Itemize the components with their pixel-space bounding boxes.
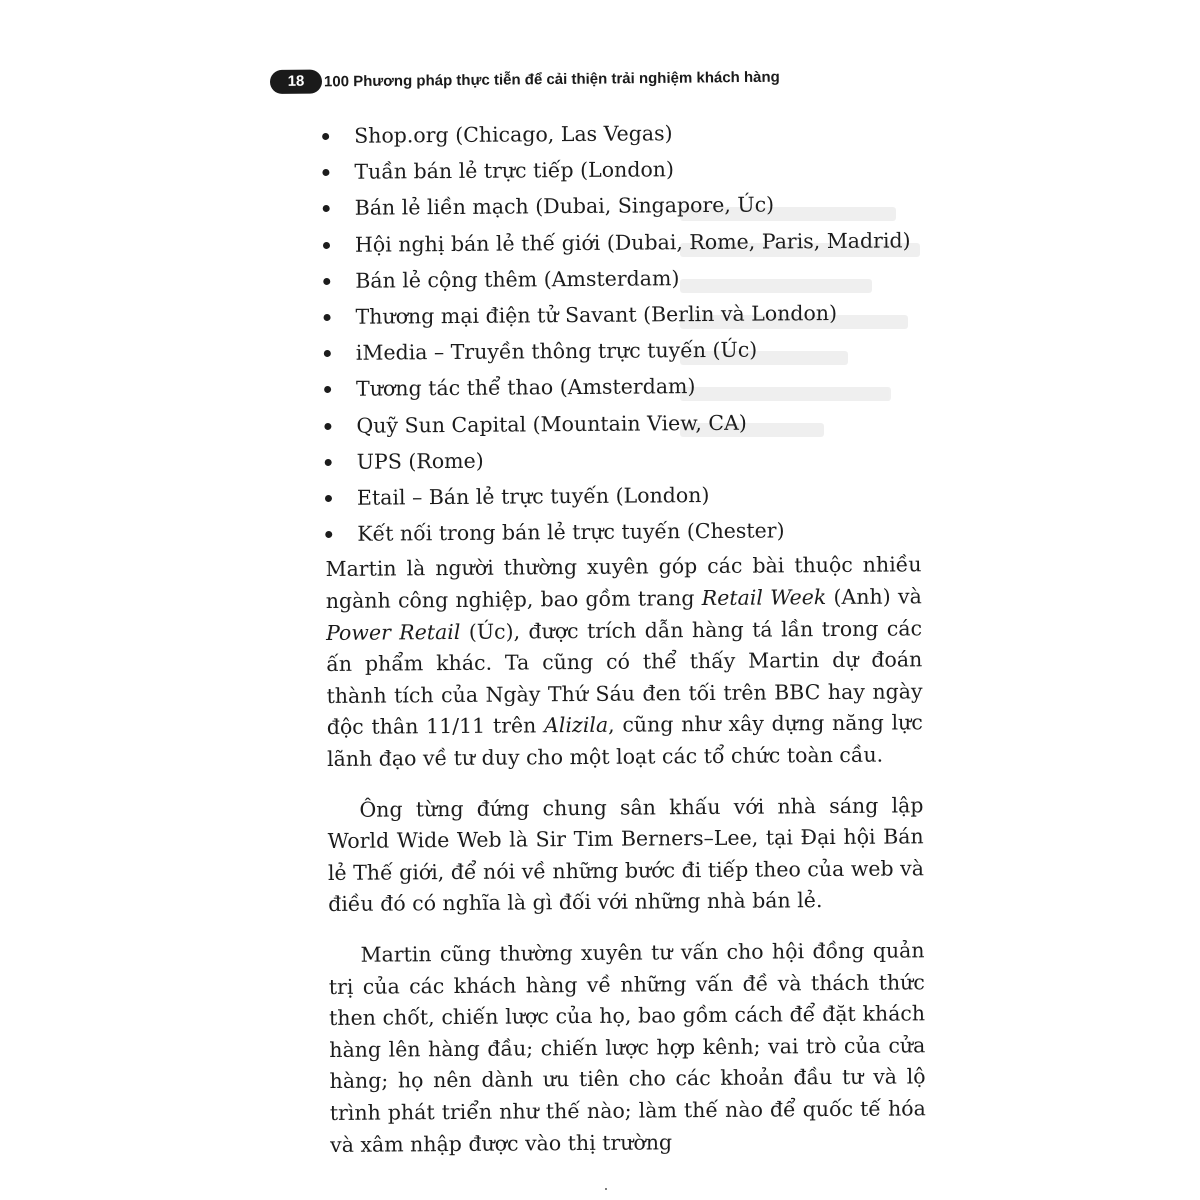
list-item-text: Thương mại điện tử Savant (Berlin và London) xyxy=(355,300,838,329)
bullet-icon xyxy=(325,531,332,538)
list-item-text: Tương tác thể thao (Amsterdam) xyxy=(356,374,696,402)
bullet-icon xyxy=(325,495,332,502)
event-list xyxy=(322,113,921,552)
running-header xyxy=(270,62,790,97)
list-item-text: Hội nghị bán lẻ thế giới (Dubai, Rome, Paris, Madrid) xyxy=(354,227,911,257)
list-item-text: Bán lẻ cộng thêm (Amsterdam) xyxy=(355,266,680,293)
bullet-icon xyxy=(323,205,330,212)
list-item xyxy=(322,113,918,154)
list-item xyxy=(325,439,921,480)
text-run: (Úc), được trích dẫn hàng tá lần trong các ấn phẩm khác. Ta cũng có thể thấy Martin dự đoán thành tích của Ngày Thứ Sáu đen tối trên BBC hay ngày độc thân 11/11 trên xyxy=(326,615,923,740)
page-number-badge: 18 xyxy=(270,69,322,94)
list-item xyxy=(324,331,920,372)
bullet-icon xyxy=(322,133,329,140)
paragraph-publications xyxy=(325,550,923,776)
list-item xyxy=(323,222,919,263)
paragraph-board-advisory: Martin cũng thường xuyên tư vấn cho hội đồng quản trị của các khách hàng về những vấn đề và thách thức then chốt, chiến lược của họ, bao gồm cách để đặt khách hàng lên hàng đầu; chiến lược hợp kênh; vai trò của cửa hàng; họ nên dành ưu tiên cho các khoản đầu tư và lộ trình phát triển như thế nào; làm thế nào để quốc tế hóa và xâm nhập được vào thị trường xyxy=(328,938,926,1157)
text-run: , cũng như xây dựng năng lực lãnh đạo về tư duy cho một loạt các tổ chức toàn cầu. xyxy=(326,710,923,771)
list-item-text: Shop.org (Chicago, Las Vegas) xyxy=(354,121,673,148)
list-item xyxy=(324,403,920,444)
text-run: (Anh) và xyxy=(826,584,922,610)
list-item xyxy=(323,294,919,335)
list-item-text: iMedia – Truyền thông trực tuyến (Úc) xyxy=(355,337,758,365)
paragraph-world-wide-web: Ông từng đứng chung sân khấu với nhà sáng lập World Wide Web là Sir Tim Berners–Lee, tại Đại hội Bán lẻ Thế giới, để nói về những bước đi tiếp theo của web và điều đó có nghĩa là gì đối với những nhà bán lẻ. xyxy=(327,792,925,917)
bullet-icon xyxy=(322,169,329,176)
list-item-text: Etail – Bán lẻ trực tuyến (London) xyxy=(356,483,710,510)
list-item-text: UPS (Rome) xyxy=(356,448,484,474)
list-item-text: Quỹ Sun Capital (Mountain View, CA) xyxy=(356,410,747,438)
list-item xyxy=(322,150,918,191)
list-item-text: Kết nối trong bán lẻ trực tuyến (Chester) xyxy=(357,518,785,546)
list-item xyxy=(323,258,919,299)
text-run: Martin là người thường xuyên góp các bài thuộc nhiều ngành công nghiệp, bao gồm trang xyxy=(325,552,922,614)
bullet-icon xyxy=(323,242,330,249)
bullet-icon xyxy=(324,386,331,393)
bullet-icon xyxy=(324,314,331,321)
list-item-text: Tuần bán lẻ trực tiếp (London) xyxy=(354,157,675,184)
page-body xyxy=(322,113,926,1161)
bullet-icon xyxy=(325,459,332,466)
paper-speck xyxy=(605,1188,607,1190)
bullet-icon xyxy=(324,423,331,430)
list-item xyxy=(325,512,921,553)
italic-publication-name: Power Retail xyxy=(325,619,461,645)
list-item xyxy=(323,186,919,227)
running-title: 100 Phương pháp thực tiễn để cải thiện trải nghiệm khách hàng xyxy=(323,68,780,90)
bullet-icon xyxy=(323,278,330,285)
list-item-text: Bán lẻ liền mạch (Dubai, Singapore, Úc) xyxy=(354,192,775,221)
list-item xyxy=(325,475,921,516)
bullet-icon xyxy=(324,350,331,357)
list-item xyxy=(324,367,920,408)
italic-publication-name: Alizila xyxy=(543,713,609,738)
italic-publication-name: Retail Week xyxy=(701,585,827,611)
